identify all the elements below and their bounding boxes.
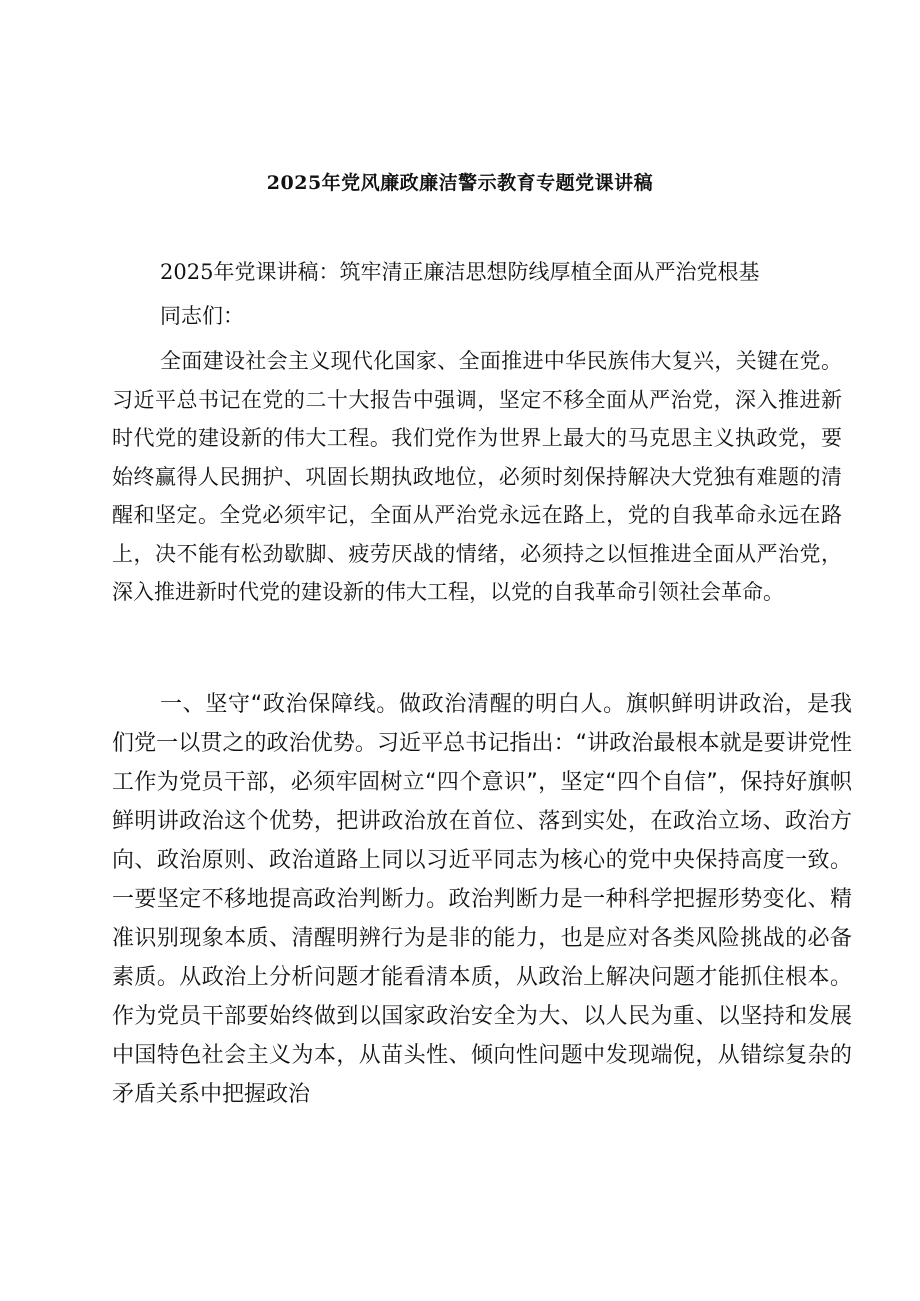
document-title: 2025年党风廉政廉洁警示教育专题党课讲稿 [266,172,654,194]
paragraph-section-one: 一、坚守“政治保障线。做政治清醒的明白人。旗帜鲜明讲政治，是我们党一以贯之的政治优势。习近平总书记指出：“讲政治最根本就是要讲党性工作为党员干部，必须牢固树立“四个意识”，坚定“四个自信”，保持好旗帜鲜明讲政治这个优势，把讲政治放在首位、落到实处，在政治立场、政治方向、政治原则、政治道路上同以习近平同志为核心的党中央保持高度一致。一要坚定不移地提高政治判断力。政治判断力是一种科学把握形势变化、精准识别现象本质、清醒明辨行为是非的能力，也是应对各类风险挑战的必备素质。从政治上分析问题才能看清本质，从政治上解决问题才能抓住根本。作为党员干部要始终做到以国家政治安全为大、以人民为重、以坚持和发展中国特色社会主义为本，从苗头性、倾向性问题中发现端倪，从错综复杂的矛盾关系中把握政治 [112,692,852,1107]
document-subtitle: 2025年党课讲稿：筑牢清正廉洁思想防线厚植全面从严治党根基 [160,260,760,284]
paragraph-intro: 全面建设社会主义现代化国家、全面推进中华民族伟大复兴，关键在党。习近平总书记在党的二十大报告中强调，坚定不移全面从严治党，深入推进新时代党的建设新的伟大工程。我们党作为世界上最大的马克思主义执政党，要始终赢得人民拥护、巩固长期执政地位，必须时刻保持解决大党独有难题的清醒和坚定。全党必须牢记，全面从严治党永远在路上，党的自我革命永远在路上，决不能有松劲歇脚、疲劳厌战的情绪，必须持之以恒推进全面从严治党，深入推进新时代党的建设新的伟大工程，以党的自我革命引领社会革命。 [112,349,842,604]
salutation: 同志们： [160,304,244,328]
